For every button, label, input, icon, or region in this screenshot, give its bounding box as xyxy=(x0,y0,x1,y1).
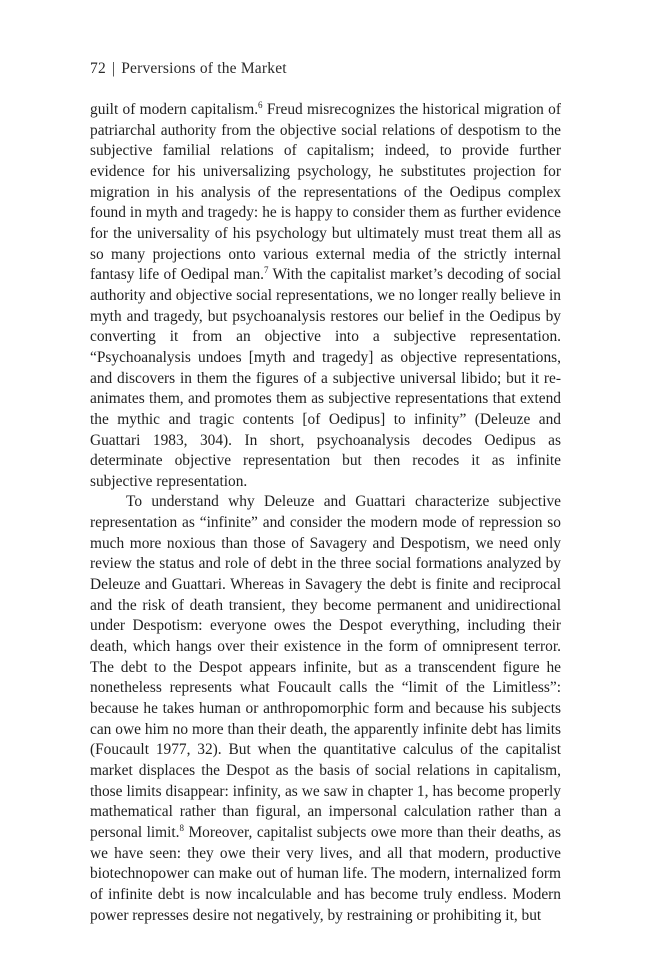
page-number: 72 xyxy=(90,60,106,77)
paragraph xyxy=(90,100,561,492)
running-head xyxy=(90,60,287,78)
text-run: With the capitalist market’s decoding of social authority and objective social representations, we no longer really believe in myth and tragedy, but psychoanalysis restores our belief in the Oedipus by converting it from an objective into a subjective representation. “Psychoanalysis undoes [myth and tragedy] as objective representations, and discovers in them the figures of a subjective universal libido; but it re-animates them, and promotes them as subjective representations that extend the mythic and tragic contents [of Oedipus] to infinity” (Deleuze and Guattari 1983, 304). In short, psychoanalysis decodes Oedipus as determinate objective representation but then recodes it as infinite subjective representation. xyxy=(90,266,561,490)
body-text xyxy=(90,100,561,926)
footnote-ref[interactable]: 6 xyxy=(258,100,263,110)
footnote-ref[interactable]: 8 xyxy=(179,822,185,833)
paragraph xyxy=(90,492,561,926)
footnote-ref[interactable]: 7 xyxy=(264,265,269,276)
text-run: To understand why Deleuze and Guattari characterize subjective representation as “infinite” and consider the modern mode of repression so much more noxious than those of Savagery and Despotism, we need only review the status and role of debt in the three social formations analyzed by Deleuze and Guattari. Whereas in Savagery the debt is finite and reciprocal and the risk of death transient, they become permanent and unidirectional under Despotism: everyone owes the Despot everything, including their death, which hangs over their existence in the form of omnipresent terror. The debt to the Despot appears infinite, but as a transcendent figure he nonetheless represents what Foucault calls the “limit of the Limitless”: because he takes human or anthropomorphic form and because his subjects can owe him no more than their death, the apparently infinite debt has limits (Foucault 1977, 32). But when the quantitative calculus of the capitalist market displaces the Despot as the basis of social relations in capitalism, those limits disappear: infinity, as we saw in chapter 1, has become properly mathematical rather than figural, an impersonal calculation rather than a personal limit. xyxy=(90,493,561,841)
header-separator: | xyxy=(111,60,116,77)
text-run: Freud misrecognizes the historical migration of patriarchal authority from the objective social relations of despotism to the subjective familial relations of capitalism; indeed, to provide further evidence for his universalizing psychology, he substitutes projection for migration in his analysis of the representations of the Oedipus complex found in myth and tragedy: he is happy to consider them as further evidence for the universality of his psychology but ultimately must treat them all as so many projections onto various external media of the strictly internal fantasy life of Oedipal man. xyxy=(90,101,561,284)
text-run: guilt of modern capitalism. xyxy=(90,101,259,118)
text-run: Moreover, capitalist subjects owe more than their deaths, as we have seen: they owe their very lives, and all that modern, productive biotechnopower can make out of human life. The modern, internalized form of infinite debt is now incalculable and has become truly endless. Modern power represses desire not negatively, by restraining or prohibiting it, but xyxy=(90,823,561,924)
chapter-title: Perversions of the Market xyxy=(121,60,287,77)
